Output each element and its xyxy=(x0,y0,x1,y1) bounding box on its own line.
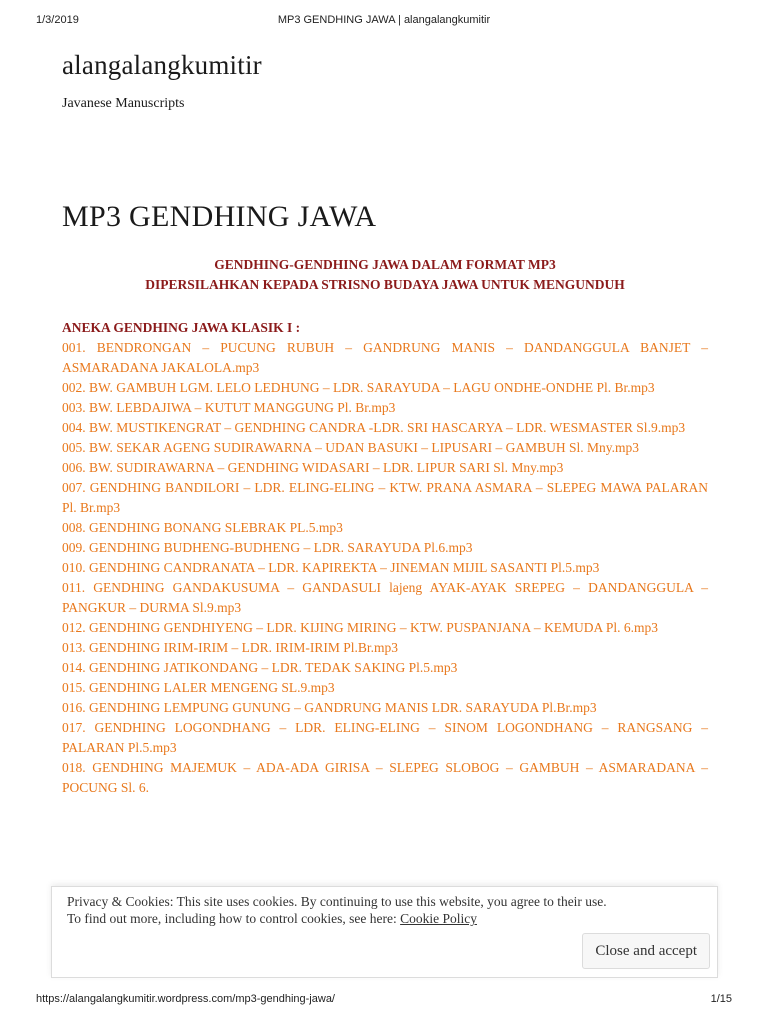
track-link[interactable]: 015. GENDHING LALER MENGENG SL.9.mp3 xyxy=(62,680,335,695)
site-title[interactable]: alangalangkumitir xyxy=(62,50,262,80)
cookie-notice-line: Privacy & Cookies: This site uses cookies. By continuing to use this website, you agree to their use. xyxy=(67,894,607,909)
cookie-policy-link[interactable]: Cookie Policy xyxy=(400,911,477,926)
post-intro xyxy=(62,255,708,295)
cookie-notice-line xyxy=(67,910,607,927)
track-link[interactable]: 010. GENDHING CANDRANATA – LDR. KAPIREKTA – JINEMAN MIJIL SASANTI Pl.5.mp3 xyxy=(62,560,600,575)
cookie-notice-prefix: To find out more, including how to control cookies, see here: xyxy=(67,911,401,926)
close-and-accept-button[interactable]: Close and accept xyxy=(582,933,710,969)
track-link[interactable]: 008. GENDHING BONANG SLEBRAK PL.5.mp3 xyxy=(62,520,343,535)
print-page-title: MP3 GENDHING JAWA | alangalangkumitir xyxy=(277,14,491,26)
intro-line: DIPERSILAHKAN KEPADA STRISNO BUDAYA JAWA UNTUK MENGUNDUH xyxy=(145,277,625,292)
track-link[interactable]: 018. GENDHING MAJEMUK – ADA-ADA GIRISA – SLEPEG SLOBOG – GAMBUH – ASMARADANA – POCUNG Sl. 6. xyxy=(62,760,708,795)
track-link[interactable]: 017. GENDHING LOGONDHANG – LDR. ELING-ELING – SINOM LOGONDHANG – RANGSANG – PALARAN Pl.5.mp3 xyxy=(62,720,708,755)
track-link[interactable]: 013. GENDHING IRIM-IRIM – LDR. IRIM-IRIM Pl.Br.mp3 xyxy=(62,640,398,655)
site-tagline: Javanese Manuscripts xyxy=(62,96,185,111)
print-page-indicator: 1/15 xyxy=(710,993,732,1005)
cookie-notice-text xyxy=(67,893,607,927)
track-link[interactable]: 003. BW. LEBDAJIWA – KUTUT MANGGUNG Pl. Br.mp3 xyxy=(62,400,396,415)
post-content xyxy=(62,318,708,798)
track-link[interactable]: 005. BW. SEKAR AGENG SUDIRAWARNA – UDAN BASUKI – LIPUSARI – GAMBUH Sl. Mny.mp3 xyxy=(62,440,639,455)
track-link[interactable]: 009. GENDHING BUDHENG-BUDHENG – LDR. SARAYUDA Pl.6.mp3 xyxy=(62,540,473,555)
track-link[interactable]: 014. GENDHING JATIKONDANG – LDR. TEDAK SAKING Pl.5.mp3 xyxy=(62,660,458,675)
track-link[interactable]: 002. BW. GAMBUH LGM. LELO LEDHUNG – LDR. SARAYUDA – LAGU ONDHE-ONDHE Pl. Br.mp3 xyxy=(62,380,655,395)
post-title: MP3 GENDHING JAWA xyxy=(62,200,377,233)
print-date: 1/3/2019 xyxy=(36,14,79,26)
track-link[interactable]: 012. GENDHING GENDHIYENG – LDR. KIJING MIRING – KTW. PUSPANJANA – KEMUDA Pl. 6.mp3 xyxy=(62,620,659,635)
track-link[interactable]: 016. GENDHING LEMPUNG GUNUNG – GANDRUNG MANIS LDR. SARAYUDA Pl.Br.mp3 xyxy=(62,700,597,715)
track-link[interactable]: 007. GENDHING BANDILORI – LDR. ELING-ELING – KTW. PRANA ASMARA – SLEPEG MAWA PALARAN Pl. Br.mp3 xyxy=(62,480,708,515)
track-link[interactable]: 004. BW. MUSTIKENGRAT – GENDHING CANDRA -LDR. SRI HASCARYA – LDR. WESMASTER Sl.9.mp3 xyxy=(62,420,686,435)
track-link[interactable]: 006. BW. SUDIRAWARNA – GENDHING WIDASARI – LDR. LIPUR SARI Sl. Mny.mp3 xyxy=(62,460,564,475)
intro-line: GENDHING-GENDHING JAWA DALAM FORMAT MP3 xyxy=(214,257,556,272)
track-link[interactable]: 011. GENDHING GANDAKUSUMA – GANDASULI lajeng AYAK-AYAK SREPEG – DANDANGGULA – PANGKUR – DURMA Sl.9.mp3 xyxy=(62,580,708,615)
track-link[interactable]: 001. BENDRONGAN – PUCUNG RUBUH – GANDRUNG MANIS – DANDANGGULA BANJET – ASMARADANA JAKALOLA.mp3 xyxy=(62,340,708,375)
section-heading: ANEKA GENDHING JAWA KLASIK I : xyxy=(62,320,301,335)
print-url: https://alangalangkumitir.wordpress.com/mp3-gendhing-jawa/ xyxy=(36,993,335,1005)
cookie-notice xyxy=(51,886,718,978)
track-list xyxy=(62,338,708,798)
